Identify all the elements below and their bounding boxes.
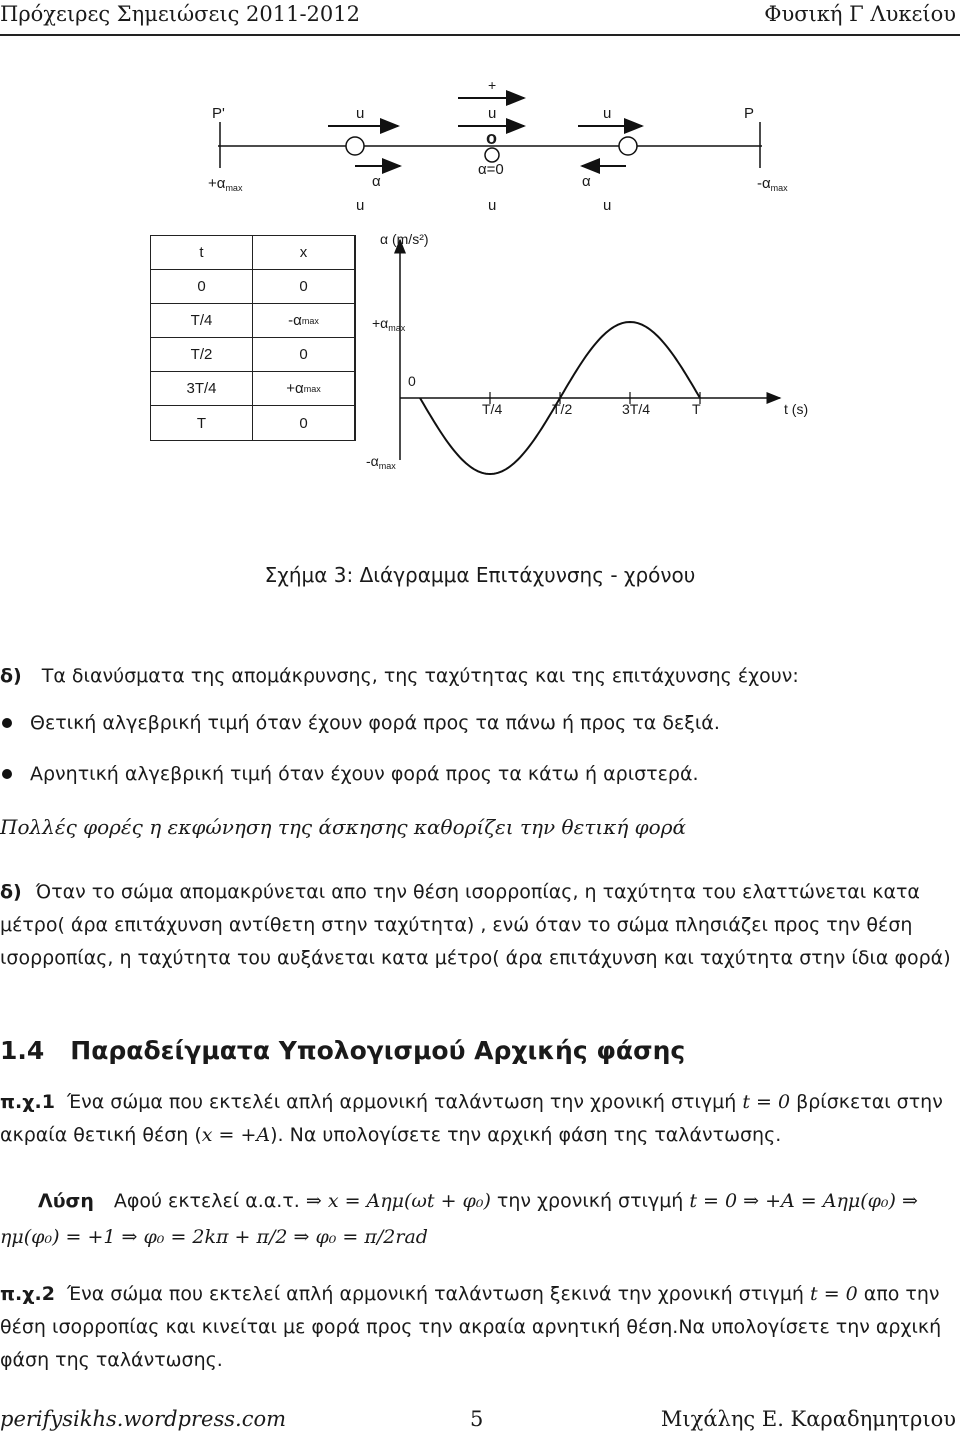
- right-accel-label: α: [582, 173, 591, 190]
- center-mass: [485, 148, 499, 162]
- paragraph-d2-label: δ): [0, 881, 22, 903]
- table-cell-t: T/2: [151, 338, 253, 372]
- table-cell-x: 0: [253, 338, 355, 372]
- left-accel-label: α: [372, 173, 381, 190]
- right-mass: [619, 137, 637, 155]
- example-2-text-a: Ένα σώμα που εκτελεί απλή αρμονική ταλάντωση ξεκινά την χρονική στιγμή: [66, 1283, 804, 1305]
- example-2: [0, 1278, 960, 1377]
- footer-page-number: 5: [470, 1407, 484, 1431]
- table-cell-x: -α max: [253, 304, 355, 338]
- table-header-x: x: [253, 236, 355, 270]
- acceleration-time-chart: [360, 228, 900, 488]
- xtick-label: T: [692, 401, 701, 417]
- footer-website: perifysikhs.wordpress.com: [0, 1407, 287, 1431]
- section-heading: [0, 1036, 685, 1065]
- bullet-positive: [0, 712, 960, 734]
- right-extreme-accel: $-\alpha_{max}$: [757, 175, 788, 193]
- ytick-top: $+\alpha_{max}$: [372, 315, 406, 333]
- center-velocity-label: u: [488, 105, 497, 122]
- center-velocity-bottom: u: [488, 197, 497, 214]
- solution-math-a: ⇒ x = Aημ(ωt + φ₀): [305, 1190, 491, 1212]
- section-number: 1.4: [0, 1036, 45, 1065]
- section-title: Παραδείγματα Υπολογισμού Αρχικής φάσης: [70, 1036, 686, 1065]
- xtick-label: 3T/4: [622, 401, 651, 417]
- center-accel-label: α=0: [478, 161, 504, 178]
- header-left: Πρόχειρες Σημειώσεις 2011-2012: [0, 2, 360, 26]
- paragraph-d2: [0, 876, 960, 975]
- page-header: [0, 0, 960, 40]
- table-cell-x: 0: [253, 406, 355, 440]
- solution-text-a: Αφού εκτελεί α.α.τ.: [113, 1190, 300, 1212]
- example-1-math-b: x = +A: [201, 1124, 271, 1146]
- left-velocity-bottom: u: [356, 197, 365, 214]
- example-1: [0, 1086, 960, 1152]
- footer-author: Μιχάλης Ε. Καραδημητριου: [660, 1407, 956, 1431]
- example-1-text-b: βρίσκεται στην ακραία θετική θέση (: [0, 1091, 943, 1146]
- table-cell-t: T/4: [151, 304, 253, 338]
- y-axis-label: α (m/s²): [380, 231, 429, 247]
- x-axis-label: t (s): [784, 401, 809, 417]
- paragraph-d1-label: δ): [0, 665, 22, 687]
- bullet-dot: [2, 718, 12, 728]
- origin-label: o: [486, 128, 497, 148]
- table-cell-t: 3T/4: [151, 372, 253, 406]
- example-2-math-a: t = 0: [810, 1283, 858, 1305]
- table-cell-t: 0: [151, 270, 253, 304]
- x-ticks: [482, 392, 701, 417]
- example-1-text-c: ). Να υπολογίσετε την αρχική φάση της ταλάντωσης.: [270, 1124, 782, 1146]
- solution-math-b: t = 0 ⇒ +A = Aημ(φ₀) ⇒ ημ(φ₀) = +1 ⇒ φ₀ = 2kπ + π/2 ⇒ φ₀ = π/2rad: [0, 1190, 918, 1248]
- figure-caption: Σχήμα 3: Διάγραμμα Επιτάχυνσης - χρόνου: [264, 563, 696, 587]
- header-rule: [0, 34, 960, 36]
- example-2-label: π.χ.2: [0, 1283, 55, 1305]
- italic-note: Πολλές φορές η εκφώνηση της άσκησης καθορίζει την θετική φορά: [0, 815, 686, 839]
- header-right: Φυσική Γ Λυκείου: [764, 2, 956, 26]
- label-p: P: [744, 105, 755, 122]
- solution-label: Λύση: [38, 1190, 94, 1212]
- bullet-dot: [2, 769, 12, 779]
- ytick-bottom: $-\alpha_{max}$: [366, 453, 396, 471]
- solution: [0, 1183, 960, 1255]
- paragraph-d1: [0, 660, 960, 693]
- example-1-text-a: Ένα σώμα που εκτελέι απλή αρμονική ταλάντωση την χρονική στιγμή: [66, 1091, 737, 1113]
- example-2-text-b: απο την θέση ισορροπίας και κινείται με φορά προς την ακραία αρνητική θέση.Να υπολογίσετε την αρχική φάση της ταλάντωσης.: [0, 1283, 942, 1371]
- ytick-zero: 0: [408, 373, 416, 389]
- example-1-math-a: t = 0: [742, 1091, 791, 1113]
- label-p-prime: P': [212, 105, 225, 122]
- solution-text-b: την χρονική στιγμή: [496, 1190, 684, 1212]
- example-1-label: π.χ.1: [0, 1091, 55, 1113]
- table-cell-t: T: [151, 406, 253, 440]
- left-velocity-label: u: [356, 105, 365, 122]
- bullet-negative: [0, 763, 960, 785]
- paragraph-d1-text: Τα διανύσματα της απομάκρυνσης, της ταχύτητας και της επιτάχυνσης έχουν:: [41, 665, 799, 687]
- table-header-t: t: [151, 236, 253, 270]
- bullet-positive-text: Θετική αλγεβρική τιμή όταν έχουν φορά προς τα πάνω ή προς τα δεξιά.: [30, 712, 720, 734]
- right-velocity-label: u: [603, 105, 612, 122]
- xtick-label: T/2: [552, 401, 573, 417]
- paragraph-d2-text: Όταν το σώμα απομακρύνεται απο την θέση ισορροπίας, η ταχύτητα του ελαττώνεται κατα μέτρο( άρα επιτάχυνση αντίθετη στην ταχύτητα) , ενώ όταν το σώμα πλησιάζει προς την θέση ισορροπίας, η ταχύτητα του αυξάνεται κατα μέτρο( άρα επιτάχυνση και ταχύτητα στην ίδια φορά): [0, 881, 951, 969]
- table-cell-x: +α max: [253, 372, 355, 406]
- xtick-label: T/4: [482, 401, 503, 417]
- left-extreme-accel: $+\alpha_{max}$: [208, 175, 243, 193]
- left-mass: [346, 137, 364, 155]
- plus-sign: +: [488, 77, 497, 93]
- bullet-negative-text: Αρνητική αλγεβρική τιμή όταν έχουν φορά προς τα κάτω ή αριστερά.: [30, 763, 699, 785]
- table-cell-x: 0: [253, 270, 355, 304]
- right-velocity-bottom: u: [603, 197, 612, 214]
- values-table: [150, 235, 356, 441]
